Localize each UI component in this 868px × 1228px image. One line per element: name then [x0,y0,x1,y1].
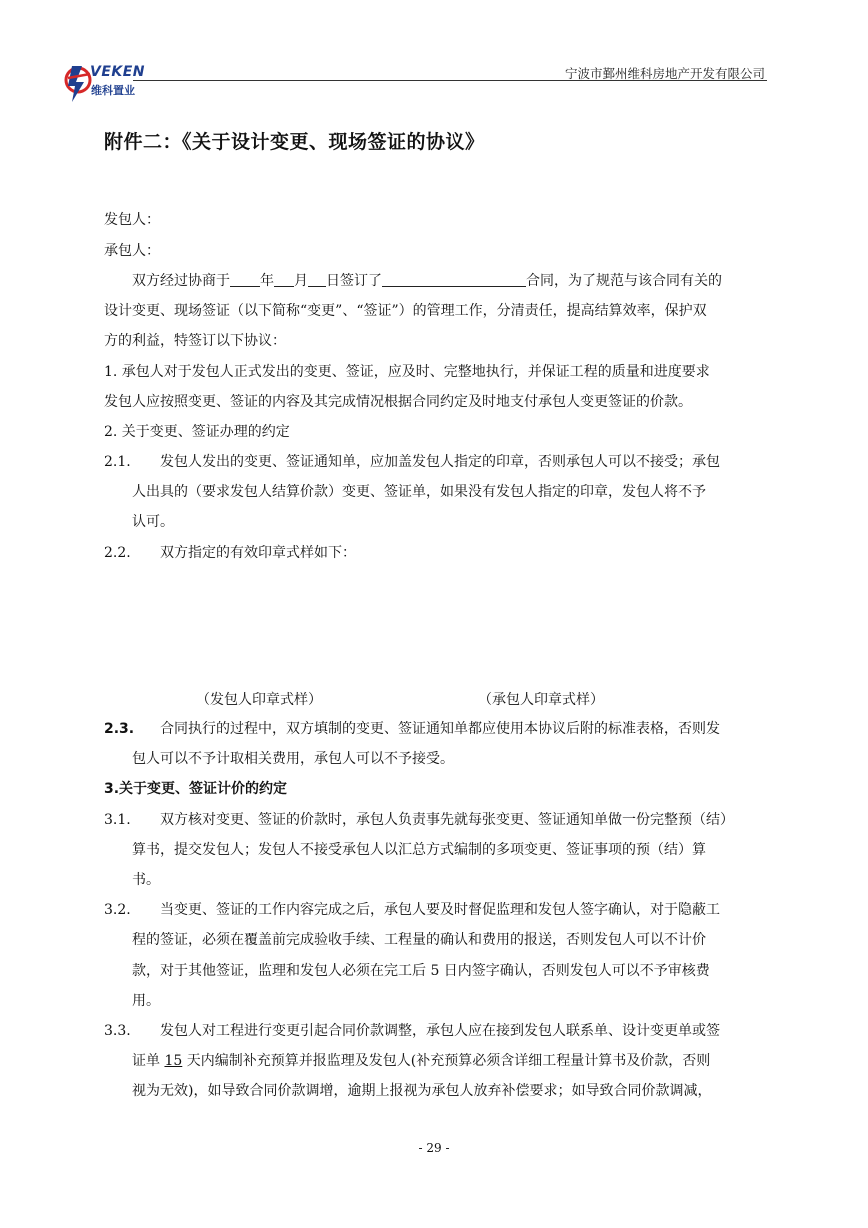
clause-2-2-line-1: 双方指定的有效印章式样如下： [160,545,356,561]
clause-3-2-number: 3.2. [104,902,131,918]
party-a-label: 发包人： [104,212,160,228]
month-blank [274,272,294,287]
clause-3-1-line-2: 算书，提交发包人；发包人不接受承包人以汇总方式编制的多项变更、签证事项的预（结）算 [132,842,706,858]
clause-3-2-line-2: 程的签证，必须在覆盖前完成验收手续、工程量的确认和费用的报送，否则发包人可以不计价 [132,932,706,948]
intro-text: 年 [260,273,274,289]
clause-2-2-number: 2.2. [104,545,131,561]
clause-2-1-line-3: 认可。 [132,514,174,530]
page-number: - 29 - [418,1141,450,1155]
clause-text: 证单 [132,1053,160,1069]
intro-line-2: 设计变更、现场签证（以下简称“变更”、“签证”）的管理工作，分清责任，提高结算效率，保护双 [104,303,707,319]
clause-2-1-line-2: 人出具的（要求发包人结算价款）变更、签证单，如果没有发包人指定的印章，发包人将不予 [132,484,706,500]
party-b-label: 承包人： [104,243,160,259]
clause-2-3-line-1: 合同执行的过程中，双方填制的变更、签证通知单都应使用本协议后附的标准表格，否则发 [160,721,720,737]
days-value: 15 [164,1053,183,1069]
clause-3-2-line-3: 款，对于其他签证，监理和发包人必须在完工后 5 日内签字确认，否则发包人可以不予审核费 [132,963,710,979]
clause-3-3-number: 3.3. [104,1023,131,1039]
day-blank [308,272,326,287]
section-2-heading: 2. 关于变更、签证办理的约定 [104,424,290,440]
clause-3-3-line-3: 视为无效)，如导致合同价款调增，逾期上报视为承包人放弃补偿要求；如导致合同价款调减， [132,1083,712,1099]
clause-2-3-line-2: 包人可以不予计取相关费用，承包人可以不予接受。 [132,751,454,767]
clause-3-2-line-4: 用。 [132,993,160,1009]
clause-3-2-line-1: 当变更、签证的工作内容完成之后，承包人要及时督促监理和发包人签字确认，对于隐蔽工 [160,902,720,918]
party-b-stamp-caption: （承包人印章式样） [478,692,604,708]
clause-2-3-number: 2.3. [104,721,135,737]
clause-3-3-line-1: 发包人对工程进行变更引起合同价款调整，承包人应在接到发包人联系单、设计变更单或签 [160,1023,720,1039]
intro-text: 合同，为了规范与该合同有关的 [526,273,722,289]
clause-1-line-1: 1. 承包人对于发包人正式发出的变更、签证，应及时、完整地执行，并保证工程的质量和进度要求 [104,364,710,380]
intro-text: 双方经过协商于 [132,273,230,289]
company-logo [64,60,144,106]
clause-3-1-line-1: 双方核对变更、签证的价款时，承包人负责事先就每张变更、签证通知单做一份完整预（结） [160,812,734,828]
section-3-heading: 3.关于变更、签证计价的约定 [104,781,288,797]
header-divider [133,80,767,81]
logo-text-en: VEKEN [90,64,146,80]
contract-name-blank [382,272,526,287]
intro-text: 日签订了 [326,273,382,289]
year-blank [230,272,260,287]
clause-3-3-line-2 [132,1051,710,1071]
clause-3-1-line-3: 书。 [132,872,160,888]
company-name: 宁波市鄞州维科房地产开发有限公司 [564,66,765,81]
party-a-stamp-caption: （发包人印章式样） [196,692,322,708]
intro-line-1 [132,271,722,291]
clause-2-1-line-1: 发包人发出的变更、签证通知单，应加盖发包人指定的印章，否则承包人可以不接受；承包 [160,454,720,470]
intro-text: 月 [294,273,308,289]
document-title: 附件二：《关于设计变更、现场签证的协议》 [104,131,485,153]
clause-text: 天内编制补充预算并报监理及发包人(补充预算必须含详细工程量计算书及价款，否则 [186,1053,711,1069]
clause-2-1-number: 2.1. [104,454,131,470]
clause-1-line-2: 发包人应按照变更、签证的内容及其完成情况根据合同约定及时地支付承包人变更签证的价款。 [104,394,692,410]
logo-text-cn: 维科置业 [91,84,135,97]
intro-line-3: 方的利益，特签订以下协议： [104,333,286,349]
clause-3-1-number: 3.1. [104,812,131,828]
